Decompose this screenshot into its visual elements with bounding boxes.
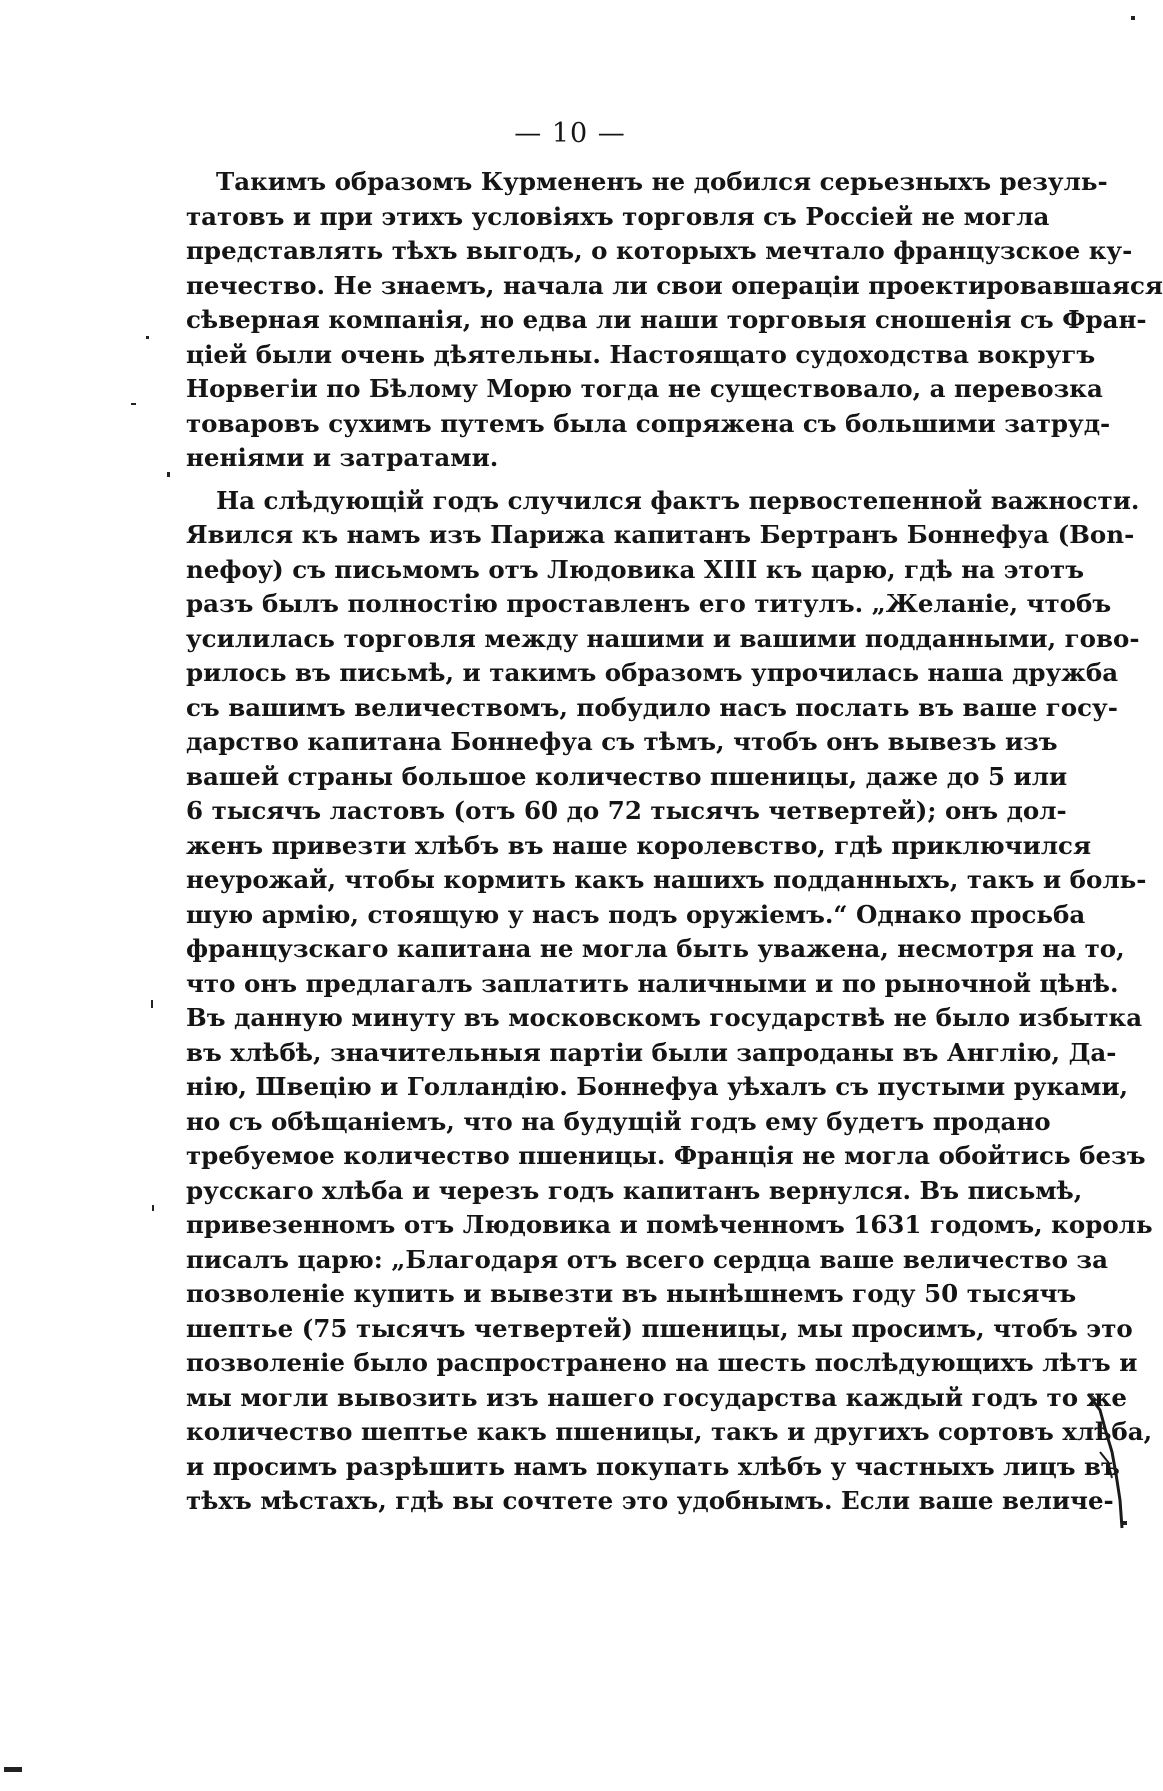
scan-speck [146, 336, 149, 339]
text-line: татовъ и при этихъ условiяхъ торговля съ Россiей не могла [186, 201, 1050, 231]
scan-speck [152, 1205, 154, 1211]
paragraph-gap [186, 476, 992, 484]
body-text [186, 165, 1163, 1519]
text-line: рилось въ письмѣ, и такимъ образомъ упрочилась наша дружба [186, 658, 1119, 687]
text-line: neфoy) съ письмомъ отъ Людовика XIII къ царю, гдѣ на этотъ [186, 554, 1084, 584]
text-line: представлять тѣхъ выгодъ, о которыхъ мечтало французское ку- [186, 236, 1133, 265]
text-line: привезенномъ отъ Людовика и помѣченномъ 1631 годомъ, король [186, 1210, 1153, 1239]
text-line: Явился къ намъ изъ Парижа капитанъ Бертранъ Боннефуа (Bon- [186, 520, 1135, 549]
scan-speck [1131, 16, 1135, 20]
text-line: русскаго хлѣба и черезъ годъ капитанъ вернулся. Въ письмѣ, [186, 1175, 1083, 1205]
page-number: — 10 — [514, 118, 626, 149]
scan-speck [4, 1767, 22, 1772]
text-line: и просимъ разрѣшить намъ покупать хлѣбъ у частныхъ лицъ въ [186, 1451, 1120, 1481]
paragraph-1 [186, 165, 1163, 476]
page-edge-shadow [1086, 1392, 1126, 1532]
text-line: тѣхъ мѣстахъ, гдѣ вы сочтете это удобнымъ. Если ваше величе- [186, 1486, 1114, 1515]
text-line: шептье (75 тысячъ четвертей) пшеницы, мы просимъ, чтобъ это [186, 1313, 1133, 1343]
scan-speck [151, 1000, 153, 1008]
scan-speck [131, 403, 136, 405]
text-line: Такимъ образомъ Курмененъ не добился серьезныхъ резуль- [216, 167, 1108, 196]
text-line: цiей были очень дѣятельны. Настоящато судоходства вокругъ [186, 339, 1096, 369]
text-line: неурожай, чтобы кормить какъ нашихъ подданныхъ, такъ и боль- [186, 865, 1147, 894]
text-line: требуемое количество пшеницы. Францiя не могла обойтись безъ [186, 1141, 1146, 1170]
text-line: Въ данную минуту въ московскомъ государствѣ не было избытка [186, 1003, 1143, 1032]
text-line: количество шептье какъ пшеницы, такъ и другихъ сортовъ хлѣба, [186, 1417, 1153, 1446]
text-line: позволенiе купить и вывезти въ нынѣшнемъ году 50 тысячъ [186, 1279, 1077, 1308]
paragraph-2 [186, 484, 1153, 1519]
text-line: товаровъ сухимъ путемъ была сопряжена съ большими затруд- [186, 408, 1111, 438]
text-line: усилилась торговля между нашими и вашими подданными, гово- [186, 623, 1140, 653]
text-line: дарство капитана Боннефуа съ тѣмъ, чтобъ онъ вывезъ изъ [186, 727, 1058, 756]
scan-speck [167, 472, 170, 477]
text-line: въ хлѣбѣ, значительныя партiи были запроданы въ Англiю, Да- [186, 1037, 1117, 1067]
text-line: На слѣдующiй годъ случился фактъ первостепенной важности. [216, 485, 1140, 515]
text-line: сѣверная компанiя, но едва ли наши торговыя сношенiя съ Фран- [186, 305, 1147, 334]
text-line: Норвегiи по Бѣлому Морю тогда не существовало, а перевозка [186, 374, 1103, 403]
text-line: съ вашимъ величествомъ, побудило насъ послать въ ваше госу- [186, 692, 1118, 722]
text-line: шую армiю, стоящую у насъ подъ оружiемъ.“ Однако просьба [186, 899, 1086, 929]
text-line: позволенiе было распространено на шесть послѣдующихъ лѣтъ и [186, 1348, 1138, 1377]
text-line: но съ обѣщанiемъ, что на будущiй годъ ему будетъ продано [186, 1106, 1051, 1136]
text-line: разъ былъ полностiю проставленъ его титулъ. „Желанiе, чтобъ [186, 589, 1112, 618]
text-line: женъ привезти хлѣбъ въ наше королевство, гдѣ приключился [186, 830, 1092, 860]
text-line: вашей страны большое количество пшеницы, даже до 5 или [186, 761, 1068, 791]
text-line: писалъ царю: „Благодаря отъ всего сердца ваше величество за [186, 1244, 1108, 1274]
text-line: французскаго капитана не могла быть уважена, несмотря на то, [186, 934, 1125, 963]
text-line: печество. Не знаемъ, начала ли свои операцiи проектировавшаяся [186, 270, 1163, 300]
text-line: 6 тысячъ ластовъ (отъ 60 до 72 тысячъ четвертей); онъ дол- [186, 796, 1067, 825]
text-line: что онъ предлагалъ заплатить наличными и по рыночной цѣнѣ. [186, 968, 1119, 998]
text-line: нiю, Швецiю и Голландiю. Боннефуа уѣхалъ съ пустыми руками, [186, 1072, 1129, 1101]
text-line: ненiями и затратами. [186, 443, 499, 472]
text-line: мы могли вывозить изъ нашего государства каждый годъ то же [186, 1382, 1127, 1412]
